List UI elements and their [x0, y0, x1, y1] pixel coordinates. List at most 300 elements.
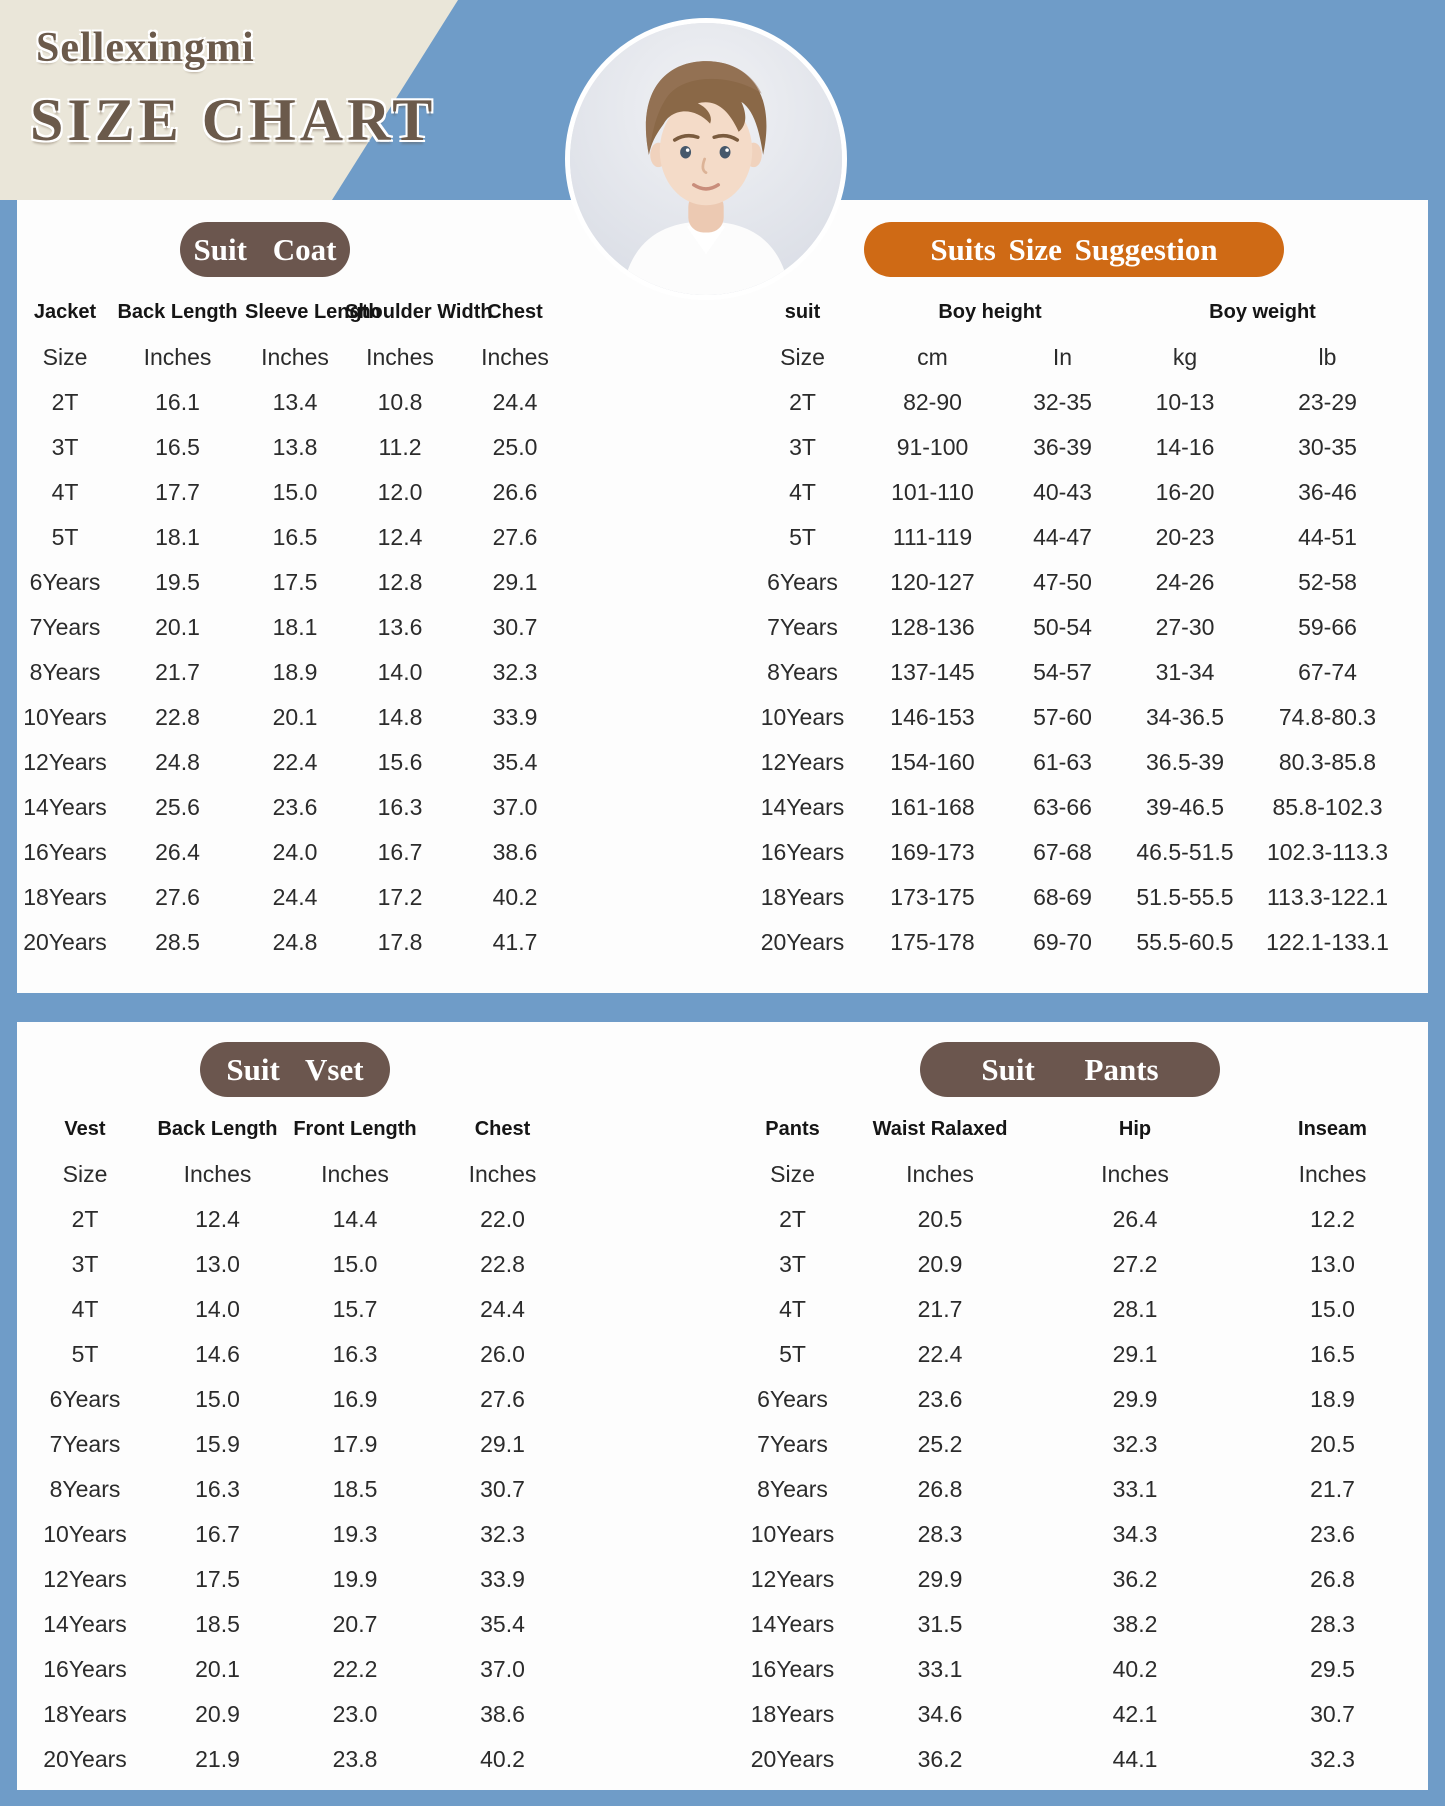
table-body	[745, 380, 1405, 965]
table-row	[20, 650, 575, 695]
table-cell: 44-51	[1298, 524, 1357, 550]
table-cell: 26.6	[492, 479, 538, 505]
column-header: Boy height	[938, 301, 1042, 323]
table-cell: 35.4	[480, 1611, 525, 1637]
table-row	[745, 830, 1405, 875]
table-cell: 5T	[779, 1341, 806, 1367]
table-cell: 21.7	[155, 659, 200, 685]
table-cell: 36.5-39	[1145, 749, 1224, 775]
table-cell: 41.7	[492, 929, 538, 955]
table-row	[20, 785, 575, 830]
table-cell: 3T	[789, 434, 816, 460]
table-cell: 25.0	[492, 434, 538, 460]
table-cell: 21.7	[917, 1296, 963, 1322]
table-row	[20, 1602, 580, 1647]
table-cell: 30.7	[1310, 1701, 1355, 1727]
table-cell: 15.0	[272, 479, 318, 505]
table-cell: 34-36.5	[1145, 704, 1224, 730]
table-cell: 20.1	[272, 704, 318, 730]
table-cell: 15.0	[332, 1251, 378, 1277]
table-cell: 18.9	[272, 659, 318, 685]
table-cell: 14Years	[750, 1611, 835, 1637]
table-cell: 32.3	[1112, 1431, 1158, 1457]
table-row	[745, 560, 1405, 605]
table-cell: 18Years	[23, 884, 107, 910]
table-cell: 46.5-51.5	[1136, 839, 1234, 865]
table-cell: 3T	[51, 434, 79, 460]
table-row	[745, 605, 1405, 650]
table-cell: 16Years	[760, 839, 845, 865]
table-cell: 12Years	[23, 749, 107, 775]
table-cell: 14.8	[377, 704, 423, 730]
table-cell: 102.3-113.3	[1266, 839, 1389, 865]
table-cell: 101-110	[891, 479, 974, 505]
table-cell: 5T	[51, 524, 79, 550]
table-cell: 16Years	[43, 1656, 127, 1682]
table-cell: 18Years	[760, 884, 845, 910]
table-cell: 57-60	[1033, 704, 1092, 730]
table-cell: 34.3	[1112, 1521, 1158, 1547]
table-cell: 23-29	[1298, 389, 1357, 415]
table-cell: 33.9	[492, 704, 538, 730]
table-cell: 31.5	[917, 1611, 963, 1637]
table-cell: 17.7	[155, 479, 200, 505]
table-cell: 8Years	[757, 1476, 828, 1502]
table-row	[725, 1602, 1415, 1647]
unit-label: Inches	[321, 1161, 389, 1187]
column-header: Back Length	[157, 1118, 278, 1140]
table-cell: 29.5	[1310, 1656, 1355, 1682]
table-cell: 6Years	[767, 569, 838, 595]
unit-label: Size	[770, 1161, 815, 1187]
table-cell: 14.6	[195, 1341, 240, 1367]
table-cell: 169-173	[890, 839, 975, 865]
table-cell: 40.2	[480, 1746, 525, 1772]
unit-label: kg	[1172, 344, 1198, 370]
column-header: Hip	[1118, 1118, 1152, 1140]
table-cell: 24.8	[155, 749, 200, 775]
table-cell: 29.9	[1112, 1386, 1158, 1412]
table-cell: 36.2	[1112, 1566, 1158, 1592]
table-cell: 17.5	[272, 569, 318, 595]
table-cell: 63-66	[1033, 794, 1092, 820]
table-cell: 2T	[71, 1206, 99, 1232]
table-cell: 36-46	[1298, 479, 1357, 505]
table-cell: 40.2	[492, 884, 538, 910]
table-cell: 10.8	[377, 389, 423, 415]
table-cell: 28.5	[155, 929, 200, 955]
table-cell: 18Years	[750, 1701, 835, 1727]
table-row	[20, 1332, 580, 1377]
table-cell: 19.3	[332, 1521, 378, 1547]
table-cell: 24.4	[492, 389, 538, 415]
table-cell: 33.9	[480, 1566, 525, 1592]
table-cell: 146-153	[890, 704, 975, 730]
table-cell: 6Years	[29, 569, 101, 595]
table-row	[20, 695, 575, 740]
table-cell: 17.2	[377, 884, 423, 910]
table-cell: 80.3-85.8	[1278, 749, 1377, 775]
table-cell: 2T	[51, 389, 79, 415]
boy-photo	[565, 18, 847, 300]
table-cell: 12.8	[377, 569, 423, 595]
table-body	[725, 1197, 1415, 1782]
column-header: Chest	[487, 301, 543, 323]
table-cell: 24.8	[272, 929, 318, 955]
table-cell: 128-136	[890, 614, 975, 640]
table-cell: 16.5	[155, 434, 200, 460]
table-cell: 67-68	[1033, 839, 1092, 865]
table-cell: 69-70	[1033, 929, 1092, 955]
table-header-row	[725, 1107, 1415, 1152]
table-cell: 15.6	[377, 749, 423, 775]
table-cell: 20.9	[917, 1251, 963, 1277]
table-units-row	[20, 1152, 580, 1197]
table-row	[745, 875, 1405, 920]
table-cell: 24.4	[272, 884, 318, 910]
table-row	[20, 1287, 580, 1332]
table-cell: 59-66	[1298, 614, 1357, 640]
table-cell: 16.3	[377, 794, 423, 820]
unit-label: Inches	[183, 1161, 252, 1187]
table-row	[745, 920, 1405, 965]
column-header: Jacket	[33, 301, 97, 323]
unit-label: Size	[780, 344, 825, 370]
table-cell: 22.8	[155, 704, 200, 730]
table-units-row	[20, 335, 575, 380]
table-row	[20, 1422, 580, 1467]
table-row	[725, 1647, 1415, 1692]
table-cell: 16.3	[195, 1476, 240, 1502]
table-cell: 37.0	[480, 1656, 525, 1682]
table-row	[725, 1332, 1415, 1377]
table-cell: 17.5	[195, 1566, 240, 1592]
table-cell: 17.8	[377, 929, 423, 955]
table-units-row	[725, 1152, 1415, 1197]
table-cell: 173-175	[890, 884, 975, 910]
table-cell: 4T	[51, 479, 79, 505]
table-cell: 20Years	[43, 1746, 127, 1772]
table-cell: 7Years	[49, 1431, 121, 1457]
unit-label: Inches	[366, 344, 434, 370]
table-cell: 22.2	[332, 1656, 378, 1682]
table-cell: 20Years	[760, 929, 845, 955]
table-cell: 14-16	[1155, 434, 1215, 460]
table-cell: 68-69	[1033, 884, 1092, 910]
table-cell: 25.2	[917, 1431, 963, 1457]
table-cell: 21.7	[1310, 1476, 1355, 1502]
table-cell: 5T	[71, 1341, 99, 1367]
table-cell: 3T	[779, 1251, 806, 1277]
table-cell: 24.4	[480, 1296, 525, 1322]
table-body	[20, 380, 575, 965]
table-cell: 22.0	[480, 1206, 525, 1232]
table-cell: 29.1	[492, 569, 538, 595]
table-units-row	[745, 335, 1405, 380]
table-cell: 27.6	[492, 524, 538, 550]
table-cell: 24.0	[272, 839, 318, 865]
table-cell: 20.5	[917, 1206, 963, 1232]
table-row	[20, 605, 575, 650]
table-cell: 10Years	[750, 1521, 835, 1547]
table-cell: 154-160	[890, 749, 975, 775]
table-cell: 14.0	[377, 659, 423, 685]
table-cell: 12.4	[377, 524, 423, 550]
table-cell: 54-57	[1033, 659, 1092, 685]
table-cell: 137-145	[890, 659, 975, 685]
table-cell: 42.1	[1112, 1701, 1158, 1727]
size-suggestion-badge: Suits Size Suggestion	[864, 222, 1284, 277]
unit-label: Inches	[1101, 1161, 1169, 1187]
table-cell: 5T	[789, 524, 816, 550]
table-cell: 33.1	[1112, 1476, 1158, 1502]
table-cell: 35.4	[492, 749, 538, 775]
boy-portrait-illustration	[570, 23, 842, 295]
table-cell: 32.3	[492, 659, 538, 685]
table-cell: 31-34	[1155, 659, 1215, 685]
table-cell: 11.2	[378, 434, 422, 460]
table-cell: 29.9	[917, 1566, 963, 1592]
table-row	[745, 785, 1405, 830]
unit-label: Inches	[906, 1161, 974, 1187]
table-cell: 39-46.5	[1145, 794, 1224, 820]
unit-label: lb	[1318, 344, 1337, 370]
unit-label: Inches	[143, 344, 212, 370]
table-header-row	[20, 290, 575, 335]
table-row	[20, 1692, 580, 1737]
table-cell: 55.5-60.5	[1136, 929, 1234, 955]
table-cell: 20Years	[23, 929, 107, 955]
table-cell: 44-47	[1033, 524, 1092, 550]
table-cell: 15.0	[195, 1386, 240, 1412]
table-row	[20, 740, 575, 785]
table-row	[745, 650, 1405, 695]
table-cell: 12.2	[1310, 1206, 1355, 1232]
table-cell: 12Years	[760, 749, 845, 775]
table-cell: 26.4	[155, 839, 200, 865]
table-row	[745, 515, 1405, 560]
table-cell: 2T	[789, 389, 816, 415]
table-header-row	[20, 1107, 580, 1152]
column-header: Inseam	[1298, 1118, 1367, 1140]
table-cell: 10Years	[760, 704, 845, 730]
table-row	[20, 875, 575, 920]
table-cell: 15.0	[1310, 1296, 1355, 1322]
table-cell: 91-100	[896, 434, 969, 460]
table-cell: 32-35	[1033, 389, 1092, 415]
table-cell: 44.1	[1112, 1746, 1158, 1772]
table-cell: 14Years	[43, 1611, 127, 1637]
column-header: Sleeve Length	[245, 301, 381, 323]
table-cell: 24-26	[1155, 569, 1215, 595]
table-cell: 6Years	[49, 1386, 121, 1412]
table-row	[20, 1197, 580, 1242]
table-group-header-row	[745, 290, 1405, 335]
table-row	[745, 470, 1405, 515]
table-row	[20, 515, 575, 560]
table-cell: 7Years	[767, 614, 838, 640]
table-cell: 16Years	[750, 1656, 835, 1682]
table-cell: 23.0	[332, 1701, 378, 1727]
unit-label: Size	[62, 1161, 108, 1187]
table-row	[745, 380, 1405, 425]
table-cell: 18Years	[43, 1701, 127, 1727]
table-cell: 10Years	[43, 1521, 127, 1547]
table-cell: 74.8-80.3	[1278, 704, 1377, 730]
suit-vset-table	[20, 1107, 580, 1782]
table-cell: 22.4	[917, 1341, 963, 1367]
table-cell: 19.9	[332, 1566, 378, 1592]
table-cell: 14Years	[760, 794, 845, 820]
table-row	[20, 425, 575, 470]
column-header: Shoulder Width	[345, 301, 493, 323]
table-cell: 18.1	[272, 614, 318, 640]
table-cell: 16Years	[23, 839, 107, 865]
column-header: Pants	[765, 1118, 820, 1140]
table-row	[725, 1692, 1415, 1737]
table-cell: 16.3	[332, 1341, 378, 1367]
table-cell: 122.1-133.1	[1266, 929, 1389, 955]
table-row	[725, 1377, 1415, 1422]
table-cell: 27.2	[1112, 1251, 1158, 1277]
table-cell: 23.8	[332, 1746, 378, 1772]
table-cell: 12Years	[43, 1566, 127, 1592]
table-row	[725, 1287, 1415, 1332]
table-row	[20, 1377, 580, 1422]
table-cell: 37.0	[492, 794, 538, 820]
unit-label: Size	[42, 344, 88, 370]
table-cell: 20.7	[332, 1611, 378, 1637]
suit-vset-badge: Suit Vset	[200, 1042, 390, 1097]
table-cell: 7Years	[757, 1431, 828, 1457]
suit-pants-table	[725, 1107, 1415, 1782]
table-row	[20, 560, 575, 605]
column-header: suit	[784, 301, 821, 323]
table-cell: 33.1	[917, 1656, 963, 1682]
table-cell: 8Years	[49, 1476, 121, 1502]
table-cell: 47-50	[1033, 569, 1092, 595]
table-row	[725, 1422, 1415, 1467]
table-cell: 29.1	[1112, 1341, 1158, 1367]
column-header: Front Length	[293, 1118, 417, 1140]
table-cell: 7Years	[29, 614, 101, 640]
table-cell: 40-43	[1033, 479, 1092, 505]
table-cell: 175-178	[890, 929, 975, 955]
table-row	[20, 830, 575, 875]
table-cell: 4T	[789, 479, 816, 505]
table-row	[725, 1737, 1415, 1782]
table-cell: 30.7	[492, 614, 538, 640]
table-cell: 28.3	[1310, 1611, 1355, 1637]
brand-name: Sellexingmi	[36, 25, 255, 71]
table-cell: 111-119	[892, 524, 973, 550]
table-cell: 16.1	[155, 389, 200, 415]
table-cell: 20.9	[195, 1701, 240, 1727]
table-cell: 14Years	[23, 794, 107, 820]
table-cell: 13.0	[1310, 1251, 1355, 1277]
table-cell: 67-74	[1298, 659, 1357, 685]
table-row	[725, 1557, 1415, 1602]
table-row	[20, 1467, 580, 1512]
table-cell: 12.0	[377, 479, 423, 505]
table-cell: 20.1	[155, 614, 200, 640]
table-cell: 34.6	[917, 1701, 963, 1727]
table-cell: 28.3	[917, 1521, 963, 1547]
table-cell: 18.1	[155, 524, 200, 550]
table-cell: 28.1	[1112, 1296, 1158, 1322]
column-header: Boy weight	[1209, 301, 1316, 323]
table-cell: 20.1	[195, 1656, 240, 1682]
table-cell: 51.5-55.5	[1136, 884, 1234, 910]
table-cell: 13.0	[195, 1251, 240, 1277]
table-cell: 14.0	[195, 1296, 240, 1322]
table-cell: 32.3	[1310, 1746, 1355, 1772]
table-row	[20, 1512, 580, 1557]
unit-label: Inches	[261, 344, 329, 370]
table-cell: 15.9	[195, 1431, 240, 1457]
table-cell: 15.7	[332, 1296, 378, 1322]
table-cell: 16.5	[1310, 1341, 1355, 1367]
unit-label: Inches	[481, 344, 549, 370]
column-header: Vest	[64, 1118, 106, 1140]
table-cell: 16.7	[377, 839, 423, 865]
table-cell: 26.8	[1310, 1566, 1355, 1592]
table-cell: 36-39	[1033, 434, 1092, 460]
table-row	[725, 1242, 1415, 1287]
table-cell: 38.6	[480, 1701, 525, 1727]
table-cell: 10Years	[23, 704, 107, 730]
table-row	[20, 1647, 580, 1692]
table-cell: 30-35	[1298, 434, 1357, 460]
table-cell: 27.6	[480, 1386, 525, 1412]
table-cell: 52-58	[1298, 569, 1357, 595]
table-cell: 8Years	[29, 659, 101, 685]
table-row	[745, 425, 1405, 470]
table-cell: 23.6	[1310, 1521, 1355, 1547]
table-cell: 25.6	[155, 794, 200, 820]
table-body	[20, 1197, 580, 1782]
unit-label: Inches	[468, 1161, 537, 1187]
table-cell: 61-63	[1033, 749, 1092, 775]
table-cell: 20-23	[1155, 524, 1215, 550]
table-cell: 20Years	[750, 1746, 835, 1772]
table-row	[725, 1512, 1415, 1557]
table-cell: 29.1	[480, 1431, 525, 1457]
table-cell: 82-90	[903, 389, 962, 415]
table-cell: 16-20	[1155, 479, 1215, 505]
table-cell: 4T	[71, 1296, 99, 1322]
column-header: Chest	[474, 1118, 531, 1140]
table-cell: 13.8	[272, 434, 318, 460]
table-cell: 27.6	[155, 884, 200, 910]
table-cell: 18.5	[195, 1611, 240, 1637]
table-cell: 38.6	[492, 839, 538, 865]
table-cell: 23.6	[272, 794, 318, 820]
table-cell: 120-127	[890, 569, 975, 595]
table-row	[20, 1557, 580, 1602]
page-title: SIZE CHART	[30, 87, 437, 153]
table-cell: 12Years	[750, 1566, 835, 1592]
table-cell: 50-54	[1033, 614, 1092, 640]
table-row	[20, 470, 575, 515]
size-suggestion-table	[745, 290, 1405, 965]
table-cell: 26.4	[1112, 1206, 1158, 1232]
table-cell: 12.4	[195, 1206, 240, 1232]
table-cell: 14.4	[332, 1206, 378, 1232]
table-cell: 22.4	[272, 749, 318, 775]
table-cell: 23.6	[917, 1386, 963, 1412]
table-cell: 18.5	[332, 1476, 378, 1502]
